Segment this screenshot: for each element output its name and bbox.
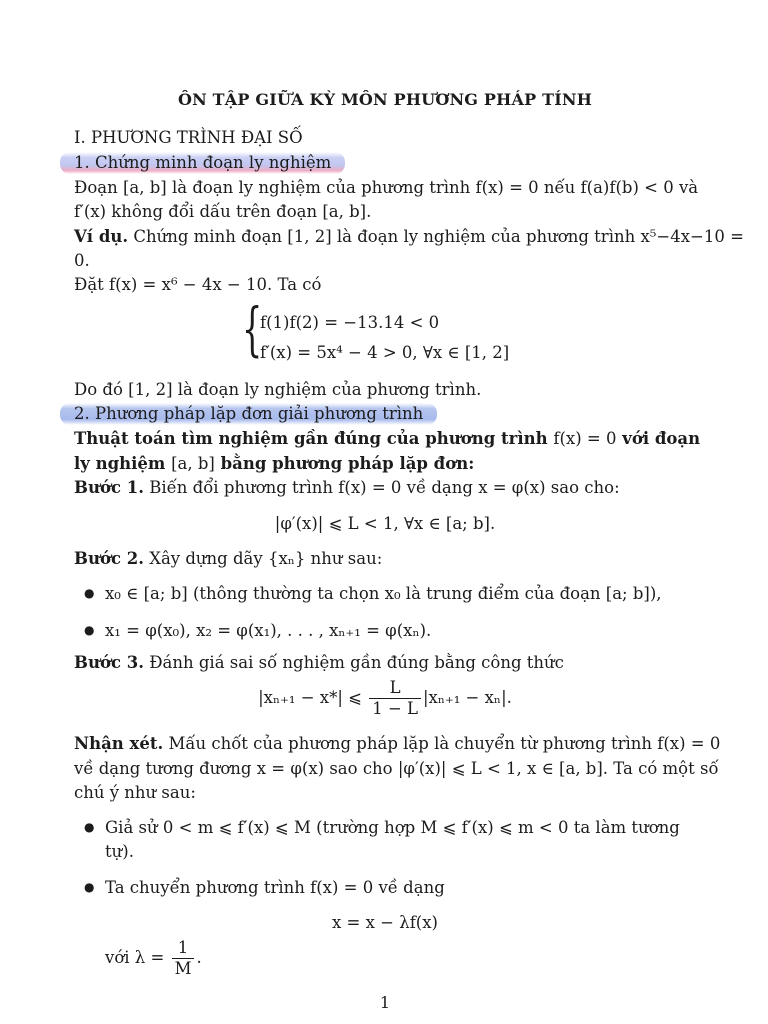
bullet-icon: ● <box>84 820 95 834</box>
fraction-denominator: 1 − L <box>372 698 418 718</box>
lambda-definition <box>105 938 202 979</box>
algorithm-text-a: Thuật toán tìm nghiệm gần đúng của phương trình <box>74 429 554 448</box>
algorithm-text-f: bằng phương pháp lặp đơn: <box>214 454 475 473</box>
page-number: 1 <box>379 993 391 1012</box>
section1-heading-text: 1. Chứng minh đoạn ly nghiệm <box>60 152 345 174</box>
definition-line-1: Đoạn [a, b] là đoạn ly nghiệm của phương trình f(x) = 0 nếu f(a)f(b) < 0 và <box>74 178 699 197</box>
step3-line <box>74 651 564 674</box>
remark-line-1 <box>74 732 720 755</box>
fraction-numerator: L <box>369 678 421 699</box>
set-function-line: Đặt f(x) = x⁶ − 4x − 10. Ta có <box>74 275 322 294</box>
algorithm-text-c: với đoạn <box>616 429 701 448</box>
remark-bullet-2-text: Ta chuyển phương trình f(x) = 0 về dạng <box>105 878 445 897</box>
step1-label: Bước 1. <box>74 478 144 497</box>
bullet-1-text: x₀ ∈ [a; b] (thông thường ta chọn x₀ là trung điểm của đoạn [a; b]), <box>105 584 662 603</box>
step2-label: Bước 2. <box>74 549 144 568</box>
bullet-icon: ● <box>84 880 95 894</box>
remark-bullet-1-line-2: tự). <box>105 842 134 861</box>
step3-text: Đánh giá sai số nghiệm gần đúng bằng công thức <box>143 653 564 672</box>
lambda-fraction <box>172 938 195 979</box>
example-text: Chứng minh đoạn [1, 2] là đoạn ly nghiệm của phương trình x⁵−4x−10 = <box>128 227 744 246</box>
conclusion-line: Do đó [1, 2] là đoạn ly nghiệm của phương trình. <box>74 380 482 399</box>
definition-line-2: f′(x) không đổi dấu trên đoạn [a, b]. <box>74 202 372 221</box>
system-line-2: f′(x) = 5x⁴ − 4 > 0, ∀x ∈ [1, 2] <box>260 343 510 362</box>
step3-fraction <box>369 678 421 719</box>
example-line-2: 0. <box>74 251 90 270</box>
algorithm-text-d: ly nghiệm <box>74 454 172 473</box>
section2-heading-text: 2. Phương pháp lặp đơn giải phương trình <box>60 403 437 425</box>
section2-heading <box>74 402 437 425</box>
lambda-label: với λ = <box>105 947 165 967</box>
remark-text: Mấu chốt của phương pháp lặp là chuyển từ phương trình f(x) = 0 <box>163 734 721 753</box>
part-heading: I. PHƯƠNG TRÌNH ĐẠI SỐ <box>74 128 303 147</box>
system-line-1: f(1)f(2) = −13.14 < 0 <box>260 313 440 332</box>
system-brace: { <box>242 295 263 363</box>
bullet-icon: ● <box>84 586 95 600</box>
section1-heading <box>74 151 345 174</box>
step3-formula <box>74 678 696 719</box>
bullet-2-text: x₁ = φ(x₀), x₂ = φ(x₁), . . . , xₙ₊₁ = φ(xₙ). <box>105 621 432 640</box>
lambda-formula: x = x − λf(x) <box>332 913 438 932</box>
remark-line-3: chú ý như sau: <box>74 783 196 802</box>
bullet-icon: ● <box>84 623 95 637</box>
example-label: Ví dụ. <box>74 227 129 246</box>
step2-text: Xây dựng dãy {xₙ} như sau: <box>143 549 383 568</box>
remark-label: Nhận xét. <box>74 734 164 753</box>
algorithm-line-1 <box>74 427 700 450</box>
algorithm-text-b: f(x) = 0 <box>553 429 617 448</box>
remark-bullet-1-line-1: Giả sử 0 < m ⩽ f′(x) ⩽ M (trường hợp M ⩽ f′(x) ⩽ m < 0 ta làm tương <box>105 818 680 837</box>
page-title: ÔN TẬP GIỮA KỲ MÔN PHƯƠNG PHÁP TÍNH <box>177 90 593 109</box>
algorithm-line-2 <box>74 452 474 475</box>
example-line-1 <box>74 225 744 248</box>
step3-formula-right: |xₙ₊₁ − xₙ|. <box>422 687 512 707</box>
step2-line <box>74 547 382 570</box>
fraction-numerator: 1 <box>172 938 195 959</box>
step1-formula: |φ′(x)| ⩽ L < 1, ∀x ∈ [a; b]. <box>274 514 496 533</box>
fraction-denominator: M <box>174 958 192 978</box>
remark-line-2: về dạng tương đương x = φ(x) sao cho |φ′(x)| ⩽ L < 1, x ∈ [a, b]. Ta có một số <box>74 759 719 778</box>
lambda-end: . <box>196 947 202 967</box>
step1-text: Biến đổi phương trình f(x) = 0 về dạng x = φ(x) sao cho: <box>143 478 620 497</box>
step1-line <box>74 476 620 499</box>
step3-label: Bước 3. <box>74 653 144 672</box>
algorithm-text-e: [a, b] <box>171 454 215 473</box>
step3-formula-left: |xₙ₊₁ − x*| ⩽ <box>258 687 362 707</box>
